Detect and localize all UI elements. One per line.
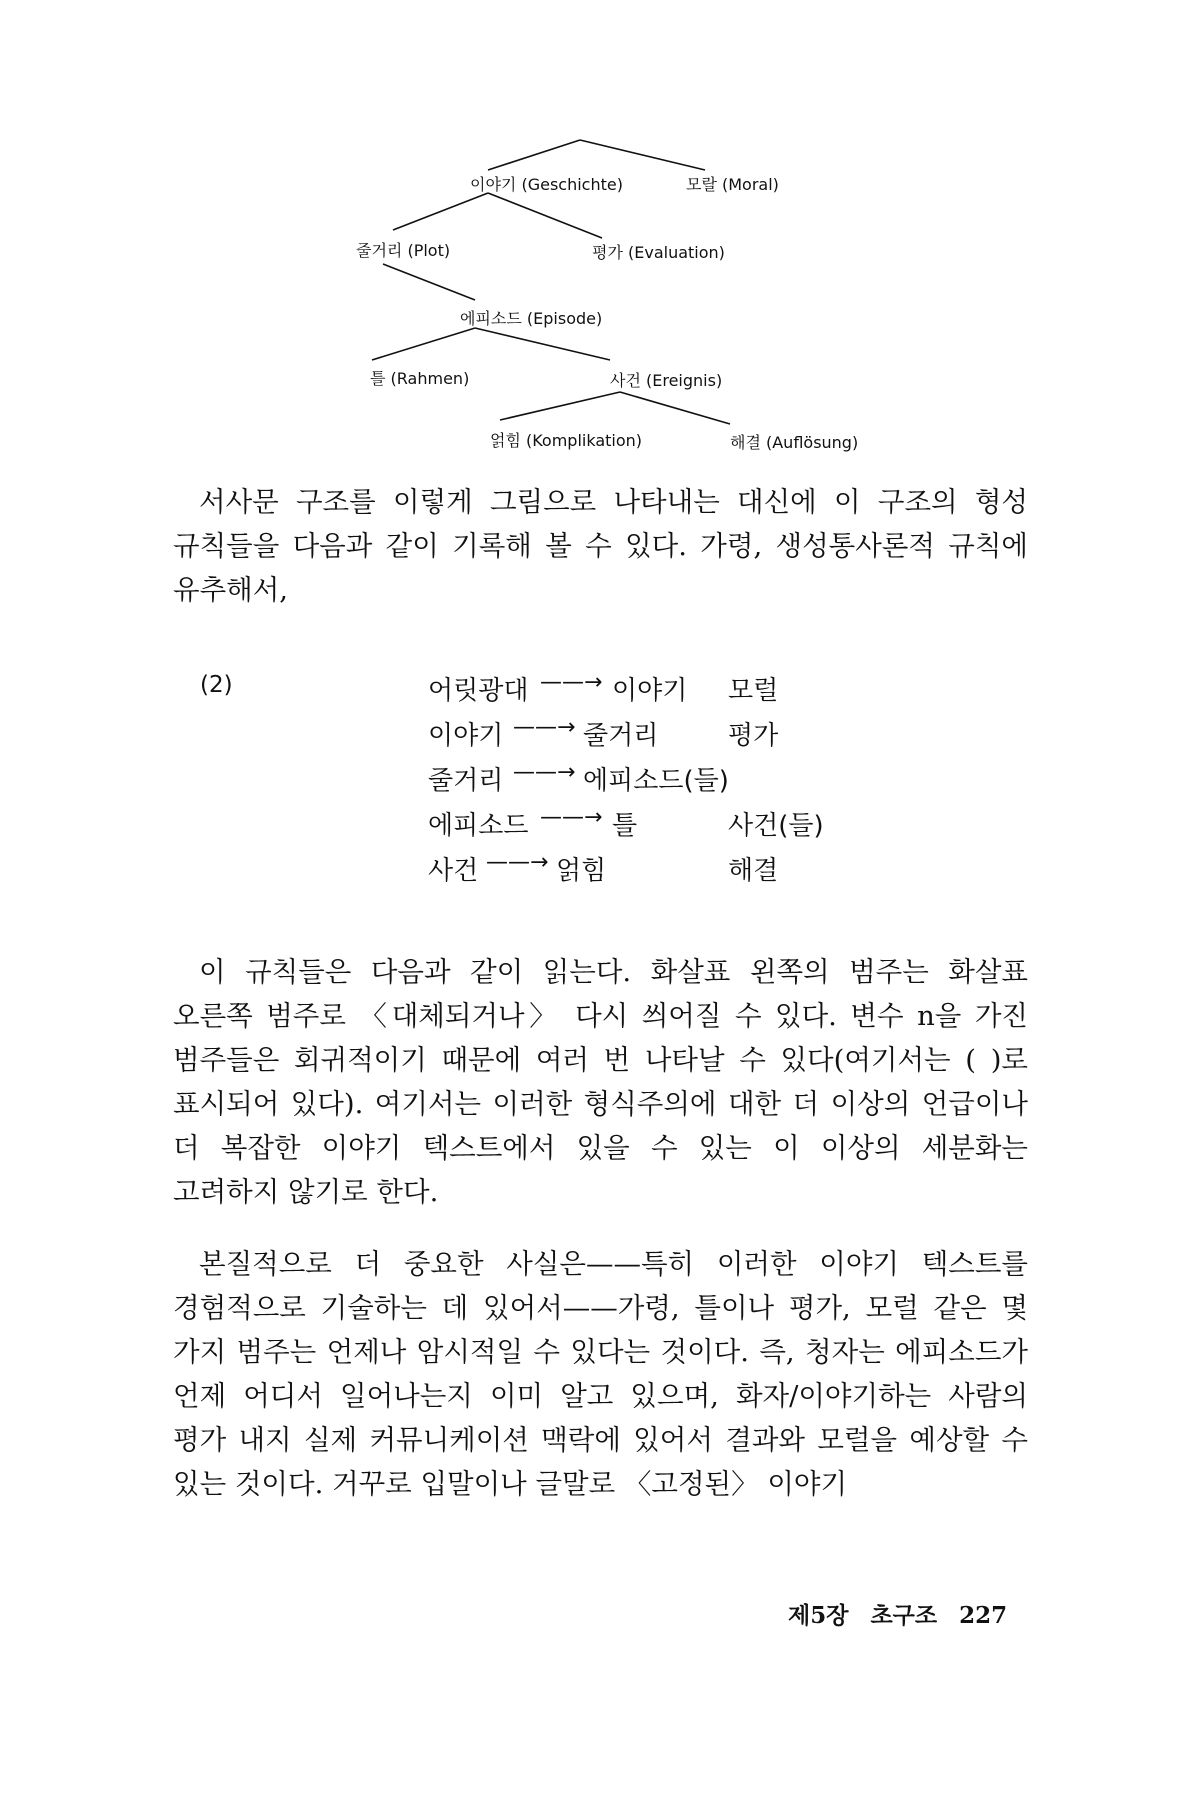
tree-node-geschichte: 이야기 (Geschichte) — [470, 175, 623, 194]
rule-lhs: 에피소드 — [428, 811, 529, 841]
rewrite-arrow-icon: ——→ — [513, 760, 576, 785]
rule-row — [428, 760, 928, 804]
paragraph-intro: 서사문 구조를 이렇게 그림으로 나타내는 대신에 이 구조의 형성 규칙들을 다음과 같이 기록해 볼 수 있다. 가령, 생성통사론적 규칙에 유추해서, — [173, 486, 1028, 606]
tree-node-komplikation: 얽힘 (Komplikation) — [490, 431, 643, 450]
tree-node-moral: 모랄 (Moral) — [686, 175, 779, 194]
rule-extra: 사건(들) — [728, 811, 824, 841]
rule-rhs: 에피소드(들) — [583, 766, 729, 796]
page-footer — [788, 1597, 1021, 1630]
tree-node-episode: 에피소드 (Episode) — [460, 309, 603, 328]
rule-extra: 해결 — [728, 856, 779, 886]
edge-geschichte-plot — [393, 193, 488, 230]
edge-root-moral — [580, 140, 705, 170]
story-structure-tree — [0, 0, 1200, 460]
rule-rhs: 이야기 — [612, 676, 688, 706]
edge-plot-episode — [383, 264, 475, 300]
rule-lhs: 어릿광대 — [428, 676, 529, 706]
tree-node-evaluation: 평가 (Evaluation) — [592, 243, 725, 262]
tree-node-plot: 줄거리 (Plot) — [356, 241, 451, 260]
edge-ereignis-aufloesung — [620, 392, 730, 424]
tree-node-ereignis: 사건 (Ereignis) — [610, 371, 723, 390]
rule-rhs: 줄거리 — [583, 721, 659, 751]
edge-root-geschichte — [488, 140, 580, 170]
footer-section: 초구조 — [870, 1602, 938, 1629]
rewrite-arrow-icon: ——→ — [486, 850, 549, 875]
edge-ereignis-komplikation — [500, 392, 620, 420]
rewrite-arrow-icon: ——→ — [513, 715, 576, 740]
paragraph-implicit-categories: 본질적으로 더 중요한 사실은——특히 이러한 이야기 텍스트를 경험적으로 기술하는 데 있어서——가령, 틀이나 평가, 모럴 같은 몇 가지 범주는 언제나 암시적일 수 있다는 것이다. 즉, 청자는 에피소드가 언제 어디서 일어나는지 이미 알고 있으며, 화자/이야기하는 사람의 평가 내지 실제 커뮤니케이션 맥락에 있어서 결과와 모럴을 예상할 수 있는 것이다. 거꾸로 입말이나 글말로 〈고정된〉 이야기 — [173, 1248, 1028, 1500]
rule-extra: 평가 — [728, 721, 779, 751]
edge-geschichte-evaluation — [488, 193, 602, 238]
rule-extra: 모럴 — [728, 676, 779, 706]
rule-row — [428, 850, 928, 894]
paragraph-rule-reading: 이 규칙들은 다음과 같이 읽는다. 화살표 왼쪽의 범주는 화살표 오른쪽 범주로 〈대체되거나〉 다시 씌어질 수 있다. 변수 n을 가진 범주들은 회귀적이기 때문에 여러 번 나타날 수 있다(여기서는 ( )로 표시되어 있다). 여기서는 이러한 형식주의에 대한 더 이상의 언급이나 더 복잡한 이야기 텍스트에서 있을 수 있는 이 이상의 세분화는 고려하지 않기로 한다. — [173, 956, 1028, 1208]
rule-lhs: 이야기 — [428, 721, 504, 751]
rule-rhs: 얽힘 — [556, 856, 607, 886]
edge-episode-ereignis — [475, 328, 610, 360]
rule-lhs: 줄거리 — [428, 766, 504, 796]
tree-node-rahmen: 틀 (Rahmen) — [370, 369, 470, 388]
rule-set-number: (2) — [200, 672, 233, 698]
rewrite-arrow-icon: ——→ — [540, 670, 603, 695]
footer-chapter: 제5장 — [788, 1602, 849, 1629]
rule-lhs: 사건 — [428, 856, 479, 886]
edge-episode-rahmen — [372, 328, 475, 360]
rule-rhs: 틀 — [612, 811, 638, 841]
rule-row — [428, 715, 928, 759]
rule-row — [428, 670, 928, 714]
tree-node-aufloesung: 해결 (Auflösung) — [730, 433, 859, 452]
rule-row — [428, 805, 928, 849]
page-number: 227 — [959, 1602, 1008, 1629]
rewrite-arrow-icon: ——→ — [540, 805, 603, 830]
